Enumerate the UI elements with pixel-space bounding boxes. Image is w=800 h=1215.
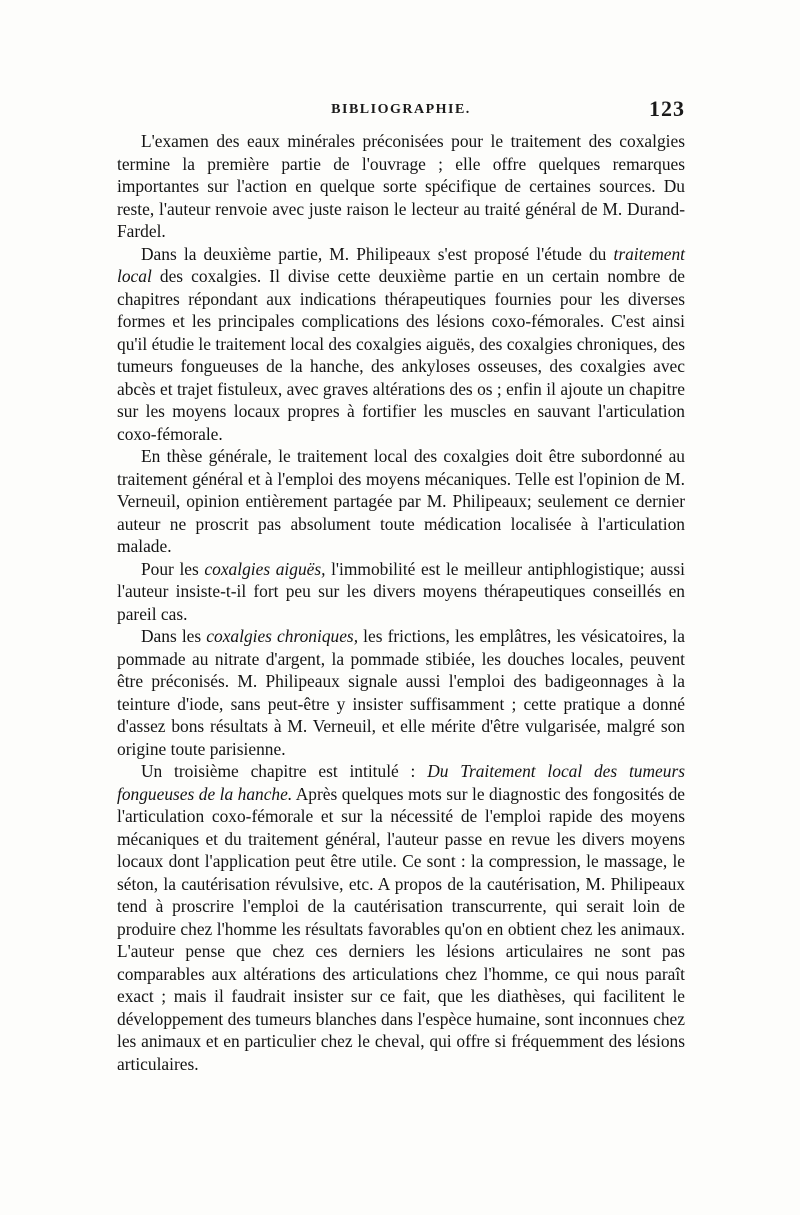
italic-phrase: coxalgies chroniques, xyxy=(206,626,359,646)
paragraph-second-part xyxy=(117,243,685,446)
paragraph-text: Après quelques mots sur le diagnostic des fongosités de l'articulation coxo-fémorale et sur la nécessité de l'emploi rapide des moyens mécaniques et du traitement général, l'auteur passe en revue les divers moyens locaux dont l'application peut être utile. Ce sont : la compression, le massage, le séton, la cautérisation révulsive, etc. A propos de la cautérisation, M. Philipeaux tend à proscrire l'emploi de la cautérisation transcurrente, qui serait loin de produire chez l'homme les résultats favorables qu'on en obtient chez les animaux. L'auteur pense que chez ces derniers les lésions articulaires ne sont pas comparables aux altérations des articulations chez l'homme, ce qui nous paraît exact ; mais il faudrait insister sur ce fait, que les diathèses, qui facilitent le développement des tumeurs blanches dans l'espèce humaine, sont inconnues chez les animaux et en particulier chez le cheval, qui offre si fréquemment des lésions articulaires. xyxy=(117,783,686,1074)
paragraph-text: des coxalgies. Il divise cette deuxième partie en un certain nombre de chapitres répondant aux indications thérapeutiques fournies pour les diverses formes et les principales complications des lésions coxo-fémorales. C'est ainsi qu'il étudie le traitement local des coxalgies aiguës, des coxalgies chroniques, des tumeurs fongueuses de la hanche, des ankyloses osseuses, des coxalgies avec abcès et trajet fistuleux, avec graves altérations des os ; enfin il ajoute un chapitre sur les moyens locaux propres à fortifier les muscles en sauvant l'articulation coxo-fémorale. xyxy=(117,266,685,444)
page-number: 123 xyxy=(649,96,685,121)
running-title: BIBLIOGRAPHIE. xyxy=(331,102,471,117)
paragraph-text: Un troisième chapitre est intitulé : xyxy=(141,761,416,781)
paragraph-text: Pour les xyxy=(141,558,199,579)
running-head xyxy=(117,96,685,126)
paragraph-general-thesis xyxy=(117,445,685,558)
paragraph-mineral-waters xyxy=(117,130,685,243)
paragraph-chronic-coxalgia xyxy=(117,625,685,760)
italic-phrase: coxalgies aiguës, xyxy=(204,558,326,579)
paragraph-text: Dans la deuxième partie, M. Philipeaux s'est proposé l'étude du xyxy=(141,243,607,264)
body-text xyxy=(117,130,685,1075)
paragraph-text: L'examen des eaux minérales préconisées pour le traitement des coxalgies termine la première partie de l'ouvrage ; elle offre quelques remarques importantes sur l'action en quelque sorte spécifique de certaines sources. Du reste, l'auteur renvoie avec juste raison le lecteur au traité général de M. Durand-Fardel. xyxy=(117,131,685,241)
paragraph-text: l'immobilité est le meilleur antiphlogistique; aussi l'auteur insiste-t-il fort peu sur les divers moyens thérapeutiques conseillés en pareil cas. xyxy=(117,558,685,624)
paragraph-text: Dans les xyxy=(141,626,202,646)
italic-phrase: Du Traitement local des tumeurs fongueuses de la hanche. xyxy=(117,761,685,804)
paragraph-text: les frictions, les emplâtres, les vésicatoires, la pommade au nitrate d'argent, la pommade stibiée, les douches locales, peuvent être préconisés. M. Philipeaux signale aussi l'emploi des badigeonnages à la teinture d'iode, sans peut-être y insister suffisamment ; cette pratique a donné d'assez bons résultats à M. Verneuil, et elle mérite d'être vulgarisée, malgré son origine toute parisienne. xyxy=(117,626,685,759)
paragraph-third-chapter xyxy=(117,760,685,1075)
italic-phrase: traitement local xyxy=(117,243,685,286)
paragraph-acute-coxalgia xyxy=(117,558,685,626)
paragraph-text: En thèse générale, le traitement local des coxalgies doit être subordonné au traitement général et à l'emploi des moyens mécaniques. Telle est l'opinion de M. Verneuil, opinion entièrement partagée par M. Philipeaux; seulement ce dernier auteur ne proscrit pas absolument toute médication localisée à l'articulation malade. xyxy=(117,446,685,556)
